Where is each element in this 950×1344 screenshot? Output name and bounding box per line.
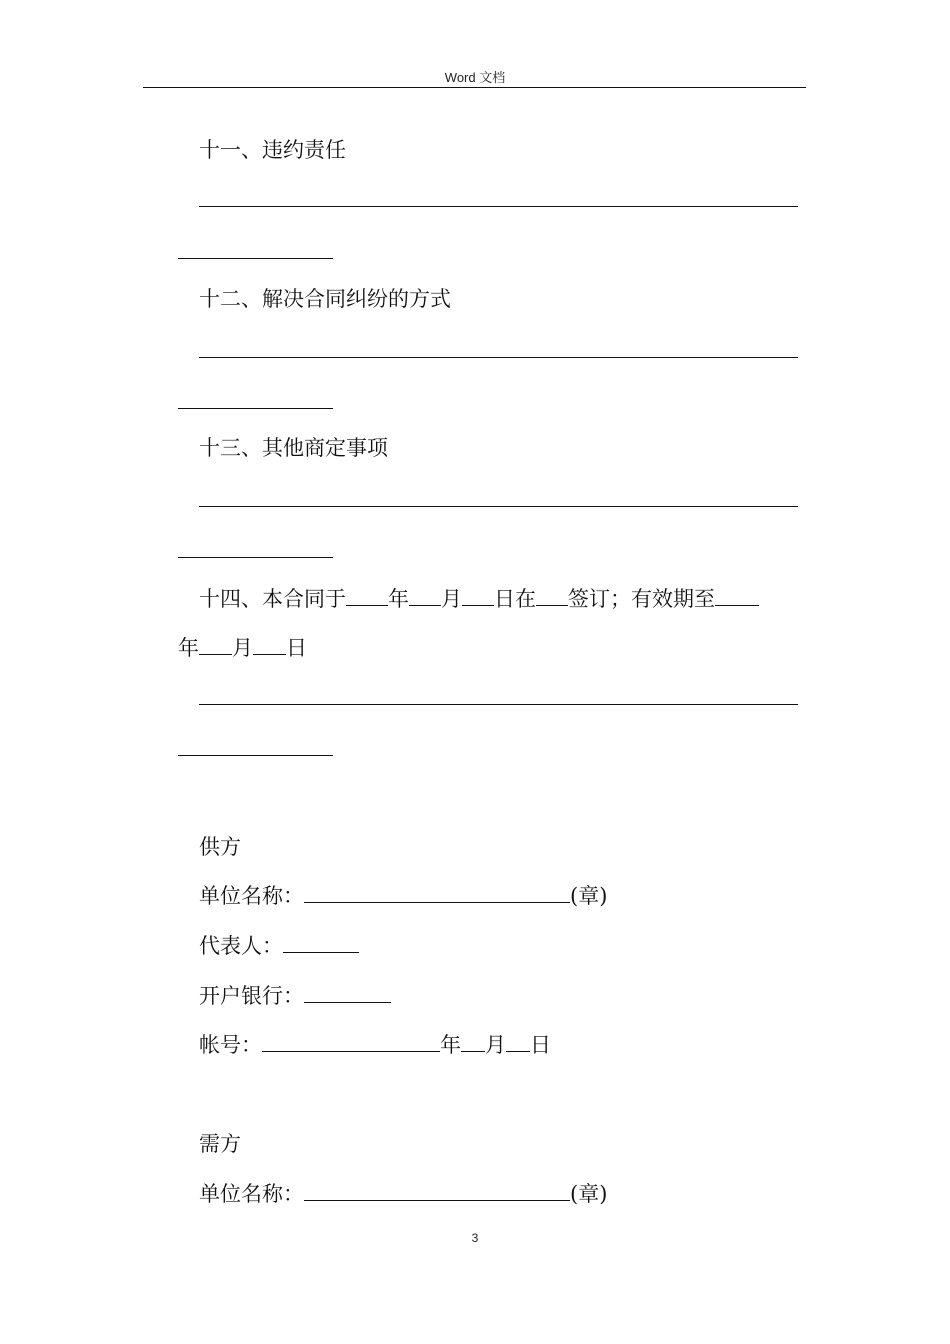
section-14-year: 年 [388, 587, 409, 611]
header-rule [143, 87, 806, 88]
supplier-rep-field[interactable] [283, 932, 359, 953]
section-14-day: 日在 [494, 587, 536, 611]
supplier-unit-label: 单位名称： [199, 884, 304, 908]
supplier-account-label: 帐号： [199, 1033, 262, 1057]
supplier-month-field[interactable] [461, 1031, 485, 1052]
section-14-month: 月 [441, 587, 462, 611]
supplier-bank-field[interactable] [304, 982, 391, 1003]
page-number: 3 [471, 1231, 479, 1245]
section-12-fill-line[interactable] [199, 357, 798, 358]
buyer-seal: (章) [570, 1182, 608, 1206]
section-14-month2: 月 [232, 636, 253, 660]
page-header: Word 文档 [444, 70, 506, 85]
supplier-seal: (章) [570, 884, 608, 908]
blank-valid-day[interactable] [253, 634, 286, 655]
supplier-day: 日 [530, 1033, 551, 1057]
supplier-title: 供方 [199, 835, 241, 859]
supplier-unit-field[interactable] [304, 882, 570, 903]
section-14-line-2 [178, 634, 307, 662]
blank-valid-month[interactable] [199, 634, 232, 655]
section-14-day2: 日 [286, 636, 307, 660]
blank-place[interactable] [536, 585, 568, 606]
buyer-unit-field[interactable] [304, 1180, 570, 1201]
section-14-fill-line[interactable] [199, 704, 798, 705]
supplier-month: 月 [485, 1033, 506, 1057]
section-11-fill-line[interactable] [199, 206, 798, 207]
supplier-account-row [199, 1031, 551, 1059]
section-11-fill-line-cont[interactable] [178, 258, 333, 259]
supplier-bank-label: 开户银行： [199, 984, 304, 1008]
buyer-title: 需方 [199, 1132, 241, 1156]
section-13-fill-line[interactable] [199, 506, 798, 507]
supplier-unit-row [199, 882, 607, 910]
supplier-rep-row [199, 932, 359, 960]
blank-year[interactable] [346, 585, 388, 606]
supplier-day-field[interactable] [506, 1031, 530, 1052]
blank-month[interactable] [409, 585, 441, 606]
section-14-line-1 [199, 585, 759, 613]
supplier-account-field[interactable] [262, 1031, 440, 1052]
section-13-heading: 十三、其他商定事项 [199, 436, 388, 460]
section-14-signed: 签订；有效期至 [568, 587, 715, 611]
supplier-rep-label: 代表人： [199, 934, 283, 958]
section-12-fill-line-cont[interactable] [178, 408, 333, 409]
section-13-fill-line-cont[interactable] [178, 557, 333, 558]
buyer-unit-row [199, 1180, 607, 1208]
blank-day[interactable] [462, 585, 494, 606]
section-14-fill-line-cont[interactable] [178, 755, 333, 756]
section-12-heading: 十二、解决合同纠纷的方式 [199, 287, 451, 311]
supplier-year: 年 [440, 1033, 461, 1057]
section-14-text-a: 十四、本合同于 [199, 587, 346, 611]
buyer-unit-label: 单位名称： [199, 1182, 304, 1206]
supplier-bank-row [199, 982, 391, 1010]
section-14-year2: 年 [178, 636, 199, 660]
section-11-heading: 十一、违约责任 [199, 138, 346, 162]
blank-valid-year[interactable] [715, 585, 759, 606]
